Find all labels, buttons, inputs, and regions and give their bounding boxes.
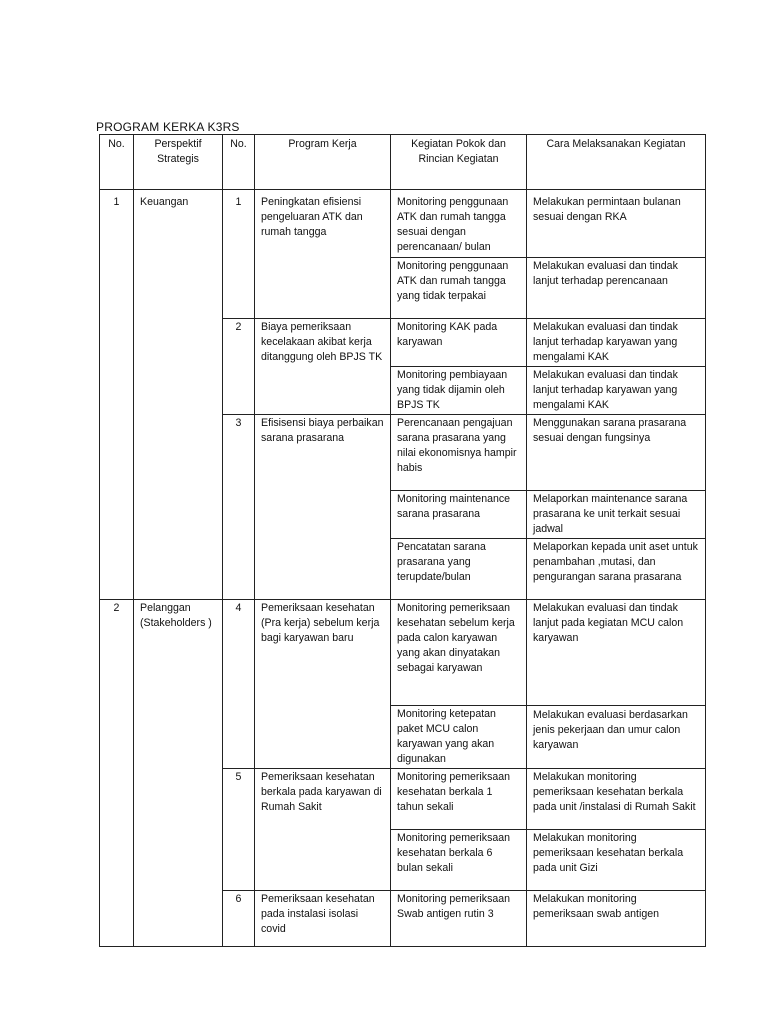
header-perspektif: Perspektif Strategis xyxy=(134,135,223,190)
perspektif-cell: Pelanggan (Stakeholders ) xyxy=(134,600,223,947)
cara-cell: Melaporkan maintenance sarana prasarana ke unit terkait sesuai jadwal xyxy=(527,491,706,539)
program-no-cell: 6 xyxy=(223,891,255,947)
cara-cell: Melakukan monitoring pemeriksaan kesehatan berkala pada unit /instalasi di Rumah Sakit xyxy=(527,769,706,830)
kegiatan-cell: Monitoring penggunaan ATK dan rumah tangga sesuai dengan perencanaan/ bulan xyxy=(391,190,527,258)
kegiatan-cell: Monitoring pemeriksaan Swab antigen rutin 3 xyxy=(391,891,527,947)
cara-cell: Melakukan evaluasi dan tindak lanjut terhadap karyawan yang mengalami KAK xyxy=(527,367,706,415)
header-cara: Cara Melaksanakan Kegiatan xyxy=(527,135,706,190)
kegiatan-cell: Monitoring pemeriksaan kesehatan berkala 1 tahun sekali xyxy=(391,769,527,830)
program-kerja-cell: Pemeriksaan kesehatan pada instalasi isolasi covid xyxy=(255,891,391,947)
program-no-cell: 2 xyxy=(223,319,255,415)
program-table xyxy=(99,134,706,947)
cara-cell: Melakukan evaluasi dan tindak lanjut pada kegiatan MCU calon karyawan xyxy=(527,600,706,706)
kegiatan-cell: Pencatatan sarana prasarana yang terupdate/bulan xyxy=(391,539,527,600)
cara-cell: Melaporkan kepada unit aset untuk penambahan ,mutasi, dan pengurangan sarana prasarana xyxy=(527,539,706,600)
header-no: No. xyxy=(100,135,134,190)
program-kerja-cell: Biaya pemeriksaan kecelakaan akibat kerja ditanggung oleh BPJS TK xyxy=(255,319,391,415)
kegiatan-cell: Monitoring maintenance sarana prasarana xyxy=(391,491,527,539)
table-row xyxy=(100,190,706,258)
program-kerja-cell: Pemeriksaan kesehatan berkala pada karyawan di Rumah Sakit xyxy=(255,769,391,891)
kegiatan-cell: Monitoring KAK pada karyawan xyxy=(391,319,527,367)
program-kerja-cell: Efisisensi biaya perbaikan sarana prasarana xyxy=(255,415,391,600)
program-no-cell: 4 xyxy=(223,600,255,769)
program-kerja-cell: Pemeriksaan kesehatan (Pra kerja) sebelum kerja bagi karyawan baru xyxy=(255,600,391,769)
header-program-kerja: Program Kerja xyxy=(255,135,391,190)
group-no-cell: 1 xyxy=(100,190,134,600)
cara-cell: Melakukan monitoring pemeriksaan kesehatan berkala pada unit Gizi xyxy=(527,830,706,891)
program-kerja-cell: Peningkatan efisiensi pengeluaran ATK dan rumah tangga xyxy=(255,190,391,319)
header-program-no: No. xyxy=(223,135,255,190)
kegiatan-cell: Monitoring pemeriksaan kesehatan berkala 6 bulan sekali xyxy=(391,830,527,891)
header-kegiatan: Kegiatan Pokok dan Rincian Kegiatan xyxy=(391,135,527,190)
cara-cell: Melakukan evaluasi dan tindak lanjut terhadap perencanaan xyxy=(527,258,706,319)
kegiatan-cell: Monitoring ketepatan paket MCU calon karyawan yang akan digunakan xyxy=(391,706,527,769)
table-header-row xyxy=(100,135,706,190)
cara-cell: Melakukan monitoring pemeriksaan swab antigen xyxy=(527,891,706,947)
kegiatan-cell: Monitoring pembiayaan yang tidak dijamin oleh BPJS TK xyxy=(391,367,527,415)
kegiatan-cell: Monitoring penggunaan ATK dan rumah tangga yang tidak terpakai xyxy=(391,258,527,319)
kegiatan-cell: Monitoring pemeriksaan kesehatan sebelum kerja pada calon karyawan yang akan dinyatakan sebagai karyawan xyxy=(391,600,527,706)
program-no-cell: 1 xyxy=(223,190,255,319)
group-no-cell: 2 xyxy=(100,600,134,947)
perspektif-cell: Keuangan xyxy=(134,190,223,600)
program-no-cell: 5 xyxy=(223,769,255,891)
cara-cell: Menggunakan sarana prasarana sesuai dengan fungsinya xyxy=(527,415,706,491)
table-row xyxy=(100,600,706,706)
cara-cell: Melakukan evaluasi dan tindak lanjut terhadap karyawan yang mengalami KAK xyxy=(527,319,706,367)
program-no-cell: 3 xyxy=(223,415,255,600)
kegiatan-cell: Perencanaan pengajuan sarana prasarana yang nilai ekonomisnya hampir habis xyxy=(391,415,527,491)
cara-cell: Melakukan permintaan bulanan sesuai dengan RKA xyxy=(527,190,706,258)
document-title: PROGRAM KERKA K3RS xyxy=(96,120,240,134)
cara-cell: Melakukan evaluasi berdasarkan jenis pekerjaan dan umur calon karyawan xyxy=(527,706,706,769)
